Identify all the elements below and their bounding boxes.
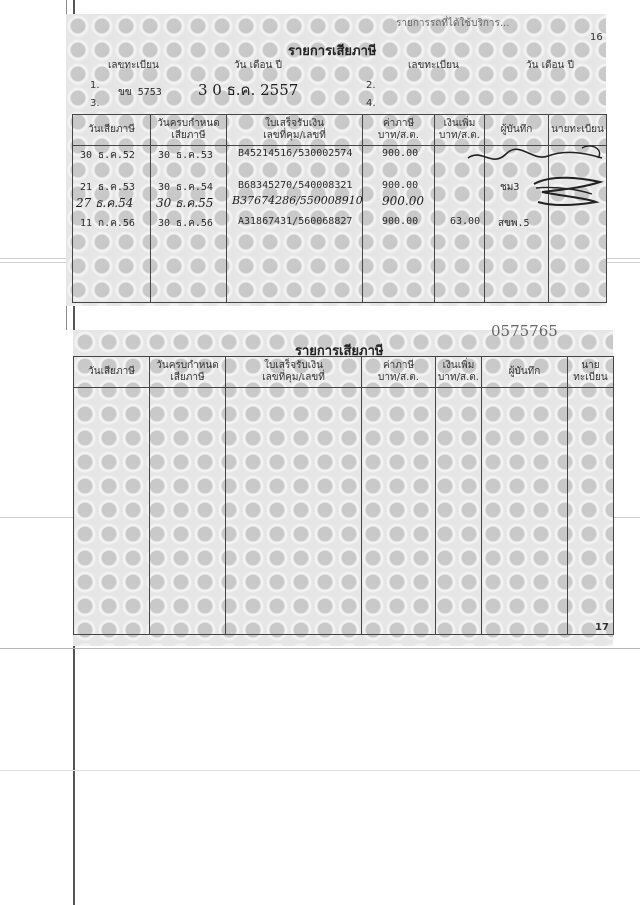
due-date: 30 ธ.ค.53 (158, 150, 213, 161)
table-header-row (73, 115, 607, 146)
column-header: ผู้บันทึก (482, 357, 568, 388)
column-header: ค่าภาษี บาท/ส.ต. (362, 357, 436, 388)
column-header: นายทะเบียน (549, 115, 607, 146)
date-label-right: วัน เดือน ปี (526, 60, 574, 71)
reg-label-right: เลขทะเบียน (408, 60, 459, 71)
column-header: ผู้บันทึก (485, 115, 549, 146)
faded-header: รายการรถที่ได้ใช้บริการ... (396, 18, 510, 29)
column-header: วันครบกำหนด เสียภาษี (150, 357, 226, 388)
paid-date: 27 ธ.ค.54 (76, 196, 134, 210)
receipt-number: B68345270/540008321 (238, 180, 353, 191)
due-date: 30 ธ.ค.55 (156, 196, 214, 210)
page-number: 17 (595, 622, 609, 633)
column-header: วันครบกำหนด เสียภาษี (151, 115, 227, 146)
paid-date: 30 ธ.ค.52 (80, 150, 135, 161)
recorder-code: สขพ.5 (498, 218, 530, 229)
date-label-left: วัน เดือน ปี (234, 60, 282, 71)
tax-amount: 900.00 (382, 216, 419, 227)
serial-number: 0575765 (491, 322, 558, 340)
scan-line (0, 770, 640, 771)
tax-amount: 900.00 (382, 148, 419, 159)
bottom-sheet (73, 322, 613, 646)
column-header: นายทะเบียน (568, 357, 614, 388)
column-header: ใบเสร็จรับเงิน เลขที่คุม/เลขที่ (227, 115, 363, 146)
paid-date: 21 ธ.ค.53 (80, 182, 135, 193)
receipt-number: B37674286/550008910 (232, 194, 363, 207)
column-header: ค่าภาษี บาท/ส.ต. (363, 115, 435, 146)
entry-number: 4. (366, 98, 376, 109)
column-header: วันเสียภาษี (74, 357, 150, 388)
surcharge-amount: 63.00 (450, 216, 481, 227)
table-body (74, 388, 614, 635)
due-date: 30 ธ.ค.56 (158, 218, 213, 229)
reg-label-left: เลขทะเบียน (108, 60, 159, 71)
due-date: 30 ธ.ค.54 (158, 182, 213, 193)
plate-number: ขข 5753 (118, 87, 162, 98)
section-title: รายการเสียภาษี (288, 44, 377, 59)
column-header: เงินเพิ่ม บาท/ส.ต. (435, 115, 485, 146)
entry-number: 3. (90, 98, 100, 109)
table-header-row (74, 357, 614, 388)
tax-amount: 900.00 (382, 180, 419, 191)
top-sheet (66, 14, 606, 306)
recorder-code: ชม3 (500, 182, 520, 193)
registration-date: 3 0 ธ.ค. 2557 (198, 81, 299, 99)
column-header: วันเสียภาษี (73, 115, 151, 146)
corner-page-number: 16 (590, 32, 603, 43)
scan-line (0, 648, 640, 649)
entry-number: 1. (90, 80, 100, 91)
signature-scribble (462, 144, 610, 214)
column-header: ใบเสร็จรับเงิน เลขที่คุม/เลขที่ (226, 357, 362, 388)
paid-date: 11 ก.ค.56 (80, 218, 135, 229)
column-header: เงินเพิ่ม บาท/ส.ต. (436, 357, 482, 388)
footer-rule (73, 634, 613, 635)
entry-number: 2. (366, 80, 376, 91)
tax-ledger-table (73, 356, 614, 635)
receipt-number: A31867431/560068827 (238, 216, 353, 227)
section-title: รายการเสียภาษี (295, 344, 384, 359)
table-row (78, 216, 598, 234)
receipt-number: B45214516/530002574 (238, 148, 353, 159)
tax-amount: 900.00 (382, 194, 424, 208)
